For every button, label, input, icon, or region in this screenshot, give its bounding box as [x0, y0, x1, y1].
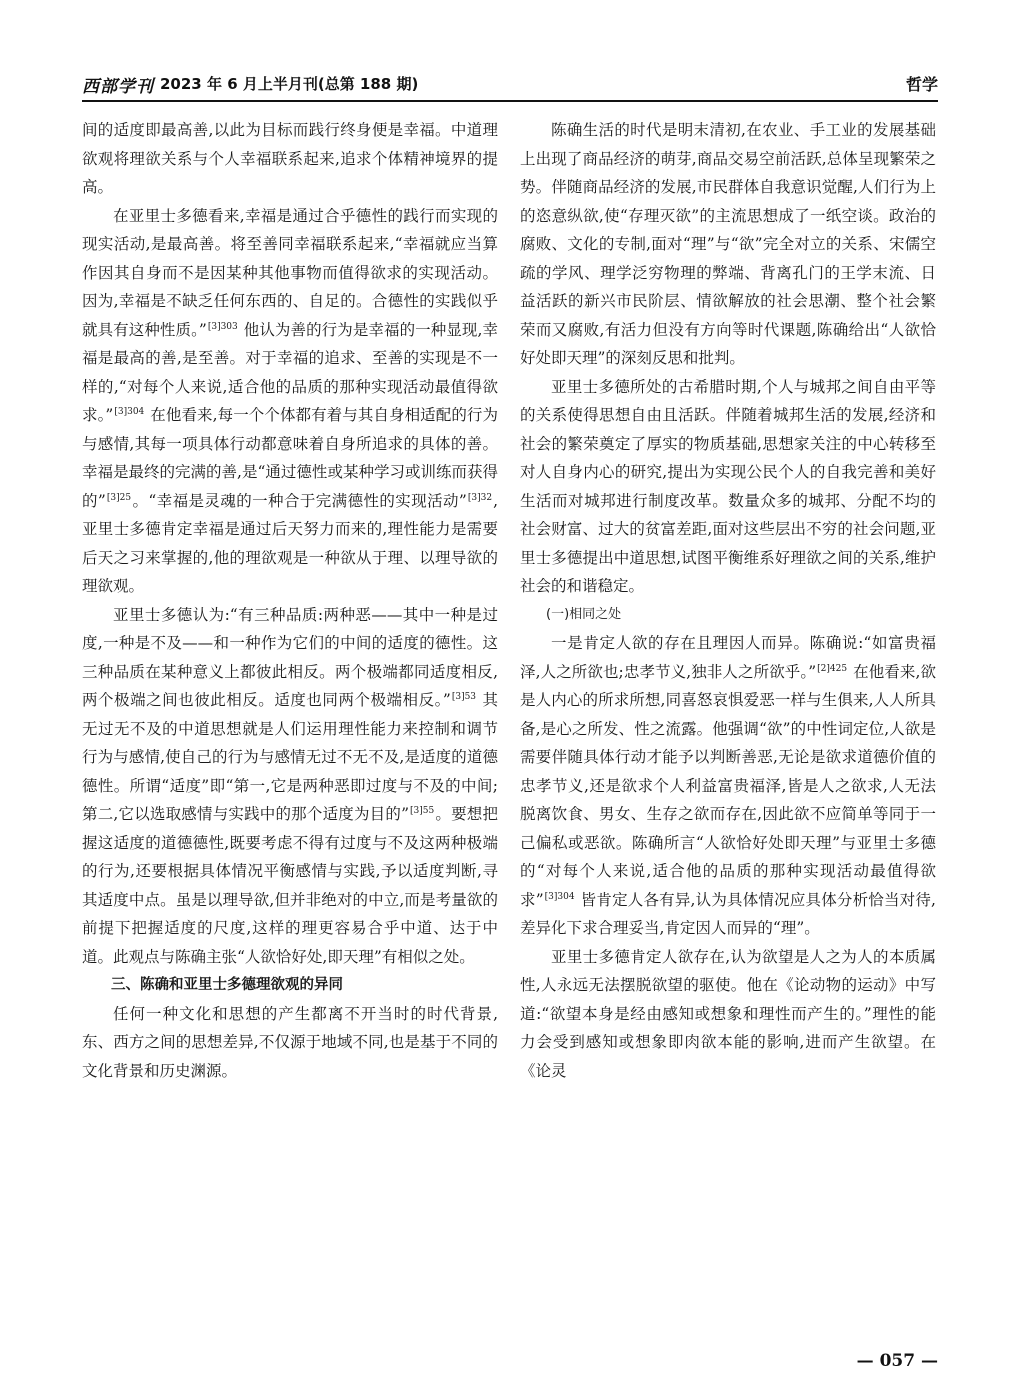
paragraph: [82, 601, 498, 972]
paragraph: [520, 629, 936, 943]
text-run: 陈确生活的时代是明末清初,在农业、手工业的发展基础上出现了商品经济的萌芽,商品交易空前活跃,总体呈现繁荣之势。伴随商品经济的发展,市民群体自我意识觉醒,人们行为上的恣意纵欲,使“存理灭欲”的主流思想成了一纸空谈。政治的腐败、文化的专制,面对“理”与“欲”完全对立的关系、宋儒空疏的学风、理学泛穷物理的弊端、背离孔门的王学末流、日益活跃的新兴市民阶层、情欲解放的社会思潮、整个社会繁荣而又腐败,有活力但没有方向等时代课题,陈确给出“人欲恰好处即天理”的深刻反思和批判。: [520, 121, 936, 367]
citation-ref: [3]304: [114, 407, 145, 417]
journal-logo: 西部学刊: [82, 77, 154, 97]
right-column: [520, 116, 936, 1085]
text-run: 其无过无不及的中道思想就是人们运用理性能力来控制和调节行为与感情,使自己的行为与感情无过不无不及,是适度的道德德性。所谓“适度”即“第一,它是两种恶即过度与不及的中间;第二,它以选取感情与实践中的那个适度为目的”: [82, 691, 498, 823]
text-run: 皆肯定人各有异,认为具体情况应具体分析恰当对待,差异化下求合理妥当,肯定因人而异的“理”。: [520, 890, 936, 937]
text-run: 一是肯定人欲的存在且理因人而异。陈确说:“如富贵福泽,人之所欲也;忠孝节义,独非人之所欲乎。”: [520, 634, 936, 681]
citation-ref: [3]25: [106, 492, 132, 503]
page-header: [82, 70, 938, 102]
text-run: 在亚里士多德看来,幸福是通过合乎德性的践行而实现的现实活动,是最高善。将至善同幸福联系起来,“幸福就应当算作因其自身而不是因某种其他事物而值得欲求的实现活动。因为,幸福是不缺乏任何东西的、自足的。合德性的实践似乎就具有这种性质。”: [82, 206, 498, 339]
text-run: 。“幸福是灵魂的一种合于完满德性的实现活动”: [132, 491, 467, 510]
paragraph-continued: [82, 116, 498, 202]
text-run: 亚里士多德肯定人欲存在,认为欲望是人之为人的本质属性,人永远无法摆脱欲望的驱使。他在《论动物的运动》中写道:“欲望本身是经由感知或想象和理性而产生的。”理性的能力会受到感知或想象即肉欲本能的影响,进而产生欲望。在《论灵: [520, 947, 936, 1080]
issue-info: 2023 年 6 月上半月刊(总第 188 期): [160, 75, 419, 93]
text-run: 亚里士多德所处的古希腊时期,个人与城邦之间自由平等的关系使得思想自由且活跃。伴随着城邦生活的发展,经济和社会的繁荣奠定了厚实的物质基础,思想家关注的中心转移至对人自身内心的研究,提出为实现公民个人的自我完善和美好生活而对城邦进行制度改革。数量众多的城邦、分配不均的社会财富、过大的贫富差距,面对这些层出不穷的社会问题,亚里士多德提出中道思想,试图平衡维系好理欲之间的关系,维护社会的和谐稳定。: [520, 377, 936, 595]
citation-ref: [3]303: [207, 321, 238, 332]
citation-ref: [3]32: [467, 492, 493, 503]
paragraph: [82, 202, 498, 601]
text-run: 他认为善的行为是幸福的一种显现,幸福是最高的善,是至善。对于幸福的追求、至善的实现是不一样的,“对每个人来说,适合他的品质的那种实现活动最值得欲求。”: [82, 320, 498, 424]
left-column: [82, 116, 498, 1085]
text-run: 亚里士多德认为:“有三种品质:两种恶——其中一种是过度,一种是不及——和一种作为它们的中间的适度的德性。这三种品质在某种意义上都彼此相反。两个极端都同适度相反,两个极端之间也彼此相反。适度也同两个极端相反。”: [82, 605, 498, 709]
text-run: (一)相同之处: [546, 606, 622, 622]
paragraph: [82, 1000, 498, 1086]
paragraph: [520, 116, 936, 373]
citation-ref: [2]425: [817, 663, 848, 674]
page-number: — 057 —: [856, 1351, 938, 1371]
section-heading: [82, 971, 498, 1000]
paragraph: [520, 943, 936, 1086]
text-run: 在他看来,每一个个体都有着与其自身相适配的行为与感情,其每一项具体行动都意味着自身所追求的具体的善。幸福是最终的完满的善,是“通过德性或某种学习或训练而获得的”: [82, 406, 498, 510]
text-run: 三、陈确和亚里士多德理欲观的异同: [111, 977, 343, 993]
paragraph: [520, 373, 936, 601]
text-run: 任何一种文化和思想的产生都离不开当时的时代背景,东、西方之间的思想差异,不仅源于地域不同,也是基于不同的文化背景和历史渊源。: [82, 1004, 498, 1080]
subsection-heading: [520, 601, 936, 630]
text-run: ,亚里士多德肯定幸福是通过后天努力而来的,理性能力是需要后天之习来掌握的,他的理欲观是一种欲从于理、以理导欲的理欲观。: [82, 491, 498, 595]
text-run: 。要想把握这适度的道德德性,既要考虑不得有过度与不及这两种极端的行为,还要根据具体情况平衡感情与实践,予以适度判断,寻其适度中点。虽是以理导欲,但并非绝对的中立,而是考量欲的前提下把握适度的尺度,这样的理更容易合乎中道、达于中道。此观点与陈确主张“人欲恰好处,即天理”有相似之处。: [82, 805, 498, 966]
citation-ref: [3]53: [451, 692, 477, 702]
section-label: 哲学: [905, 75, 938, 94]
text-run: 在他看来,欲是人内心的所求所想,同喜怒哀惧爱恶一样与生俱来,人人所具备,是心之所发、性之流露。他强调“欲”的中性词定位,人欲是需要伴随具体行动才能予以判断善恶,无论是欲求道德价值的忠孝节义,还是欲求个人利益富贵福泽,皆是人之欲求,人无法脱离饮食、男女、生存之欲而存在,因此欲不应简单等同于一己偏私或恶欲。陈确所言“人欲恰好处即天理”与亚里士多德的“对每个人来说,适合他的品质的那种实现活动最值得欲求”: [520, 662, 936, 909]
citation-ref: [3]55: [410, 806, 435, 816]
text-run: 间的适度即最高善,以此为目标而践行终身便是幸福。中道理欲观将理欲关系与个人幸福联系起来,追求个体精神境界的提高。: [82, 121, 498, 196]
citation-ref: [3]304: [544, 891, 575, 902]
